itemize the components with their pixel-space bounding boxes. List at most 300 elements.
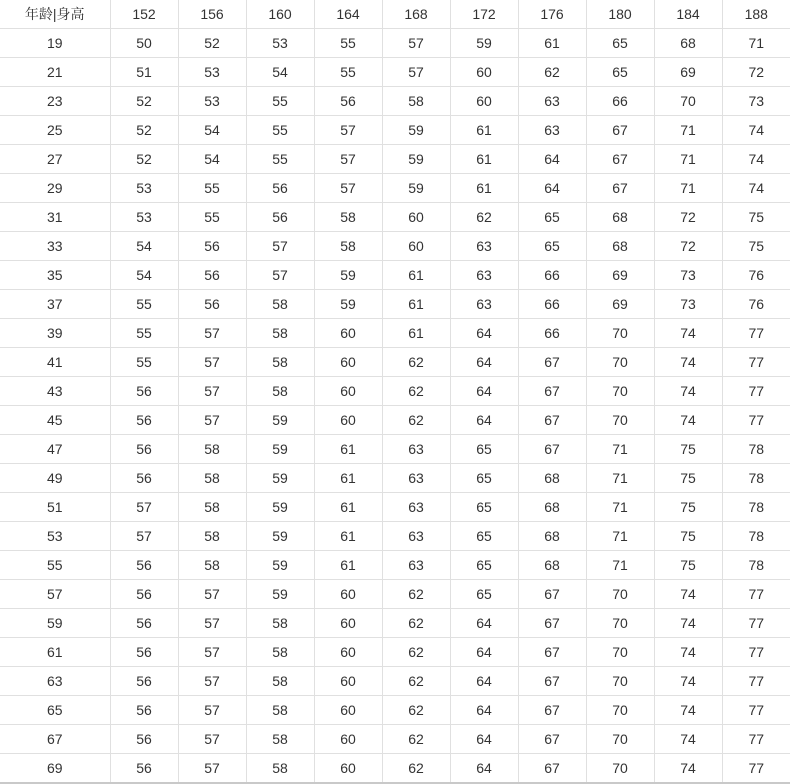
weight-value-cell: 61 xyxy=(450,116,518,145)
weight-value-cell: 52 xyxy=(110,87,178,116)
weight-value-cell: 68 xyxy=(518,464,586,493)
weight-value-cell: 62 xyxy=(450,203,518,232)
weight-value-cell: 68 xyxy=(518,522,586,551)
weight-value-cell: 70 xyxy=(586,319,654,348)
weight-value-cell: 77 xyxy=(722,348,790,377)
weight-value-cell: 64 xyxy=(450,319,518,348)
weight-value-cell: 70 xyxy=(586,725,654,754)
row-age-cell: 29 xyxy=(0,174,110,203)
weight-value-cell: 73 xyxy=(654,261,722,290)
weight-value-cell: 71 xyxy=(586,435,654,464)
weight-value-cell: 62 xyxy=(382,377,450,406)
weight-value-cell: 74 xyxy=(654,580,722,609)
weight-value-cell: 58 xyxy=(382,87,450,116)
weight-value-cell: 61 xyxy=(382,290,450,319)
weight-value-cell: 64 xyxy=(450,667,518,696)
weight-value-cell: 57 xyxy=(178,580,246,609)
weight-value-cell: 74 xyxy=(722,145,790,174)
weight-value-cell: 55 xyxy=(314,58,382,87)
weight-value-cell: 64 xyxy=(450,638,518,667)
weight-value-cell: 59 xyxy=(382,174,450,203)
weight-value-cell: 59 xyxy=(246,580,314,609)
weight-value-cell: 64 xyxy=(450,348,518,377)
weight-value-cell: 56 xyxy=(110,435,178,464)
weight-value-cell: 68 xyxy=(518,493,586,522)
weight-value-cell: 65 xyxy=(586,29,654,58)
weight-value-cell: 63 xyxy=(518,87,586,116)
weight-value-cell: 75 xyxy=(722,232,790,261)
weight-value-cell: 75 xyxy=(654,551,722,580)
table-row xyxy=(0,551,790,580)
weight-value-cell: 67 xyxy=(518,580,586,609)
row-age-cell: 41 xyxy=(0,348,110,377)
row-age-cell: 19 xyxy=(0,29,110,58)
weight-value-cell: 67 xyxy=(518,348,586,377)
weight-value-cell: 54 xyxy=(178,145,246,174)
weight-value-cell: 59 xyxy=(450,29,518,58)
weight-value-cell: 67 xyxy=(518,696,586,725)
weight-value-cell: 75 xyxy=(654,522,722,551)
row-age-cell: 45 xyxy=(0,406,110,435)
weight-value-cell: 58 xyxy=(246,725,314,754)
weight-value-cell: 58 xyxy=(178,551,246,580)
weight-value-cell: 62 xyxy=(382,696,450,725)
weight-value-cell: 78 xyxy=(722,551,790,580)
weight-value-cell: 55 xyxy=(110,319,178,348)
weight-value-cell: 53 xyxy=(178,58,246,87)
weight-value-cell: 63 xyxy=(382,464,450,493)
weight-value-cell: 61 xyxy=(314,551,382,580)
weight-value-cell: 78 xyxy=(722,435,790,464)
weight-value-cell: 63 xyxy=(382,493,450,522)
row-age-cell: 55 xyxy=(0,551,110,580)
weight-value-cell: 77 xyxy=(722,319,790,348)
weight-value-cell: 51 xyxy=(110,58,178,87)
weight-value-cell: 60 xyxy=(382,232,450,261)
weight-value-cell: 67 xyxy=(518,435,586,464)
weight-value-cell: 58 xyxy=(178,464,246,493)
weight-value-cell: 74 xyxy=(722,116,790,145)
weight-value-cell: 74 xyxy=(654,609,722,638)
weight-value-cell: 59 xyxy=(246,464,314,493)
row-age-cell: 67 xyxy=(0,725,110,754)
weight-value-cell: 56 xyxy=(110,667,178,696)
row-age-cell: 61 xyxy=(0,638,110,667)
weight-value-cell: 57 xyxy=(382,29,450,58)
weight-value-cell: 57 xyxy=(110,522,178,551)
table-row xyxy=(0,406,790,435)
weight-value-cell: 59 xyxy=(246,435,314,464)
weight-value-cell: 77 xyxy=(722,406,790,435)
weight-value-cell: 65 xyxy=(518,203,586,232)
weight-value-cell: 67 xyxy=(518,609,586,638)
weight-value-cell: 58 xyxy=(246,377,314,406)
weight-value-cell: 77 xyxy=(722,580,790,609)
weight-value-cell: 57 xyxy=(246,232,314,261)
row-age-cell: 37 xyxy=(0,290,110,319)
weight-value-cell: 58 xyxy=(246,667,314,696)
weight-value-cell: 56 xyxy=(178,232,246,261)
weight-value-cell: 58 xyxy=(178,493,246,522)
weight-value-cell: 67 xyxy=(518,406,586,435)
weight-value-cell: 61 xyxy=(314,522,382,551)
weight-value-cell: 71 xyxy=(722,29,790,58)
weight-value-cell: 64 xyxy=(450,696,518,725)
table-row xyxy=(0,464,790,493)
weight-value-cell: 53 xyxy=(178,87,246,116)
weight-value-cell: 56 xyxy=(110,377,178,406)
weight-value-cell: 61 xyxy=(382,319,450,348)
table-row xyxy=(0,435,790,464)
row-age-cell: 31 xyxy=(0,203,110,232)
weight-value-cell: 66 xyxy=(518,261,586,290)
weight-value-cell: 60 xyxy=(314,580,382,609)
weight-value-cell: 77 xyxy=(722,377,790,406)
weight-value-cell: 64 xyxy=(450,406,518,435)
weight-value-cell: 73 xyxy=(654,290,722,319)
weight-value-cell: 74 xyxy=(654,725,722,754)
table-row xyxy=(0,261,790,290)
weight-value-cell: 65 xyxy=(450,522,518,551)
weight-value-cell: 70 xyxy=(586,667,654,696)
weight-value-cell: 57 xyxy=(178,319,246,348)
weight-value-cell: 70 xyxy=(586,580,654,609)
weight-value-cell: 59 xyxy=(314,261,382,290)
weight-value-cell: 57 xyxy=(110,493,178,522)
weight-value-cell: 60 xyxy=(382,203,450,232)
weight-value-cell: 60 xyxy=(314,725,382,754)
weight-value-cell: 53 xyxy=(110,203,178,232)
weight-value-cell: 71 xyxy=(586,551,654,580)
row-age-cell: 57 xyxy=(0,580,110,609)
weight-value-cell: 64 xyxy=(450,725,518,754)
weight-value-cell: 76 xyxy=(722,261,790,290)
weight-value-cell: 77 xyxy=(722,638,790,667)
table-row xyxy=(0,522,790,551)
weight-value-cell: 60 xyxy=(314,638,382,667)
weight-value-cell: 67 xyxy=(518,667,586,696)
weight-value-cell: 59 xyxy=(314,290,382,319)
weight-value-cell: 56 xyxy=(178,290,246,319)
weight-value-cell: 74 xyxy=(654,319,722,348)
column-header-cell: 168 xyxy=(382,0,450,29)
weight-value-cell: 60 xyxy=(314,319,382,348)
weight-value-cell: 65 xyxy=(450,551,518,580)
weight-value-cell: 56 xyxy=(110,580,178,609)
weight-value-cell: 73 xyxy=(722,87,790,116)
weight-value-cell: 64 xyxy=(518,145,586,174)
column-header-cell: 176 xyxy=(518,0,586,29)
weight-value-cell: 56 xyxy=(110,638,178,667)
weight-value-cell: 74 xyxy=(722,174,790,203)
weight-value-cell: 62 xyxy=(382,667,450,696)
weight-value-cell: 75 xyxy=(654,435,722,464)
weight-value-cell: 63 xyxy=(518,116,586,145)
weight-value-cell: 58 xyxy=(246,696,314,725)
weight-value-cell: 70 xyxy=(586,377,654,406)
weight-value-cell: 74 xyxy=(654,348,722,377)
weight-value-cell: 74 xyxy=(654,754,722,783)
weight-value-cell: 59 xyxy=(382,145,450,174)
weight-value-cell: 68 xyxy=(654,29,722,58)
weight-value-cell: 63 xyxy=(450,290,518,319)
weight-value-cell: 70 xyxy=(586,406,654,435)
row-age-cell: 69 xyxy=(0,754,110,783)
weight-value-cell: 70 xyxy=(586,696,654,725)
weight-value-cell: 56 xyxy=(110,696,178,725)
weight-value-cell: 59 xyxy=(246,522,314,551)
column-header-cell: 188 xyxy=(722,0,790,29)
weight-value-cell: 54 xyxy=(178,116,246,145)
column-header-cell: 164 xyxy=(314,0,382,29)
weight-value-cell: 70 xyxy=(586,638,654,667)
weight-value-cell: 60 xyxy=(450,58,518,87)
weight-value-cell: 60 xyxy=(314,406,382,435)
weight-value-cell: 62 xyxy=(382,580,450,609)
table-row xyxy=(0,290,790,319)
table-header xyxy=(0,0,790,29)
weight-value-cell: 62 xyxy=(382,754,450,783)
weight-value-cell: 64 xyxy=(450,609,518,638)
header-row xyxy=(0,0,790,29)
weight-value-cell: 60 xyxy=(314,348,382,377)
weight-value-cell: 57 xyxy=(178,406,246,435)
table-row xyxy=(0,638,790,667)
weight-value-cell: 61 xyxy=(450,174,518,203)
weight-value-cell: 78 xyxy=(722,522,790,551)
weight-value-cell: 58 xyxy=(246,319,314,348)
weight-value-cell: 55 xyxy=(246,145,314,174)
column-header-cell: 160 xyxy=(246,0,314,29)
weight-value-cell: 55 xyxy=(178,203,246,232)
weight-value-cell: 77 xyxy=(722,754,790,783)
table-row xyxy=(0,29,790,58)
weight-value-cell: 61 xyxy=(518,29,586,58)
weight-value-cell: 65 xyxy=(450,580,518,609)
weight-value-cell: 57 xyxy=(178,377,246,406)
weight-value-cell: 63 xyxy=(450,261,518,290)
row-age-cell: 35 xyxy=(0,261,110,290)
weight-value-cell: 77 xyxy=(722,725,790,754)
weight-value-cell: 74 xyxy=(654,638,722,667)
weight-value-cell: 57 xyxy=(382,58,450,87)
weight-value-cell: 55 xyxy=(314,29,382,58)
table-row xyxy=(0,754,790,783)
weight-value-cell: 71 xyxy=(654,116,722,145)
column-header-cell: 172 xyxy=(450,0,518,29)
weight-value-cell: 58 xyxy=(314,203,382,232)
weight-value-cell: 60 xyxy=(314,667,382,696)
weight-value-cell: 58 xyxy=(246,609,314,638)
weight-value-cell: 65 xyxy=(450,464,518,493)
weight-value-cell: 56 xyxy=(110,406,178,435)
weight-value-cell: 72 xyxy=(654,232,722,261)
weight-value-cell: 57 xyxy=(178,348,246,377)
table-row xyxy=(0,609,790,638)
weight-value-cell: 55 xyxy=(110,290,178,319)
row-age-cell: 25 xyxy=(0,116,110,145)
weight-value-cell: 60 xyxy=(314,754,382,783)
weight-value-cell: 60 xyxy=(314,609,382,638)
table-row xyxy=(0,58,790,87)
row-age-cell: 47 xyxy=(0,435,110,464)
weight-value-cell: 74 xyxy=(654,667,722,696)
weight-value-cell: 62 xyxy=(382,638,450,667)
table-row xyxy=(0,580,790,609)
weight-value-cell: 56 xyxy=(110,754,178,783)
weight-value-cell: 58 xyxy=(246,754,314,783)
weight-value-cell: 53 xyxy=(246,29,314,58)
weight-value-cell: 63 xyxy=(382,551,450,580)
weight-value-cell: 67 xyxy=(518,638,586,667)
weight-value-cell: 56 xyxy=(314,87,382,116)
weight-value-cell: 76 xyxy=(722,290,790,319)
weight-value-cell: 57 xyxy=(178,638,246,667)
weight-value-cell: 57 xyxy=(178,609,246,638)
weight-value-cell: 57 xyxy=(314,174,382,203)
table-row xyxy=(0,145,790,174)
weight-value-cell: 69 xyxy=(586,290,654,319)
weight-value-cell: 74 xyxy=(654,696,722,725)
weight-value-cell: 70 xyxy=(586,348,654,377)
weight-value-cell: 62 xyxy=(382,725,450,754)
weight-value-cell: 64 xyxy=(450,377,518,406)
weight-value-cell: 61 xyxy=(314,435,382,464)
weight-value-cell: 58 xyxy=(314,232,382,261)
column-header-cell: 184 xyxy=(654,0,722,29)
table-row xyxy=(0,174,790,203)
weight-value-cell: 67 xyxy=(518,725,586,754)
column-header-cell: 152 xyxy=(110,0,178,29)
weight-value-cell: 62 xyxy=(518,58,586,87)
weight-value-cell: 62 xyxy=(382,348,450,377)
table-row xyxy=(0,87,790,116)
weight-value-cell: 65 xyxy=(518,232,586,261)
weight-value-cell: 61 xyxy=(314,493,382,522)
weight-value-cell: 59 xyxy=(246,406,314,435)
weight-value-cell: 53 xyxy=(110,174,178,203)
table-row xyxy=(0,116,790,145)
table-row xyxy=(0,348,790,377)
weight-value-cell: 58 xyxy=(178,522,246,551)
table-body xyxy=(0,29,790,783)
row-age-cell: 33 xyxy=(0,232,110,261)
weight-value-cell: 72 xyxy=(654,203,722,232)
table-row xyxy=(0,493,790,522)
weight-value-cell: 58 xyxy=(178,435,246,464)
weight-value-cell: 56 xyxy=(110,464,178,493)
weight-value-cell: 60 xyxy=(450,87,518,116)
weight-value-cell: 64 xyxy=(450,754,518,783)
table-row xyxy=(0,203,790,232)
weight-value-cell: 75 xyxy=(654,464,722,493)
weight-value-cell: 63 xyxy=(450,232,518,261)
weight-value-cell: 56 xyxy=(246,174,314,203)
weight-value-cell: 63 xyxy=(382,522,450,551)
weight-value-cell: 65 xyxy=(450,435,518,464)
weight-value-cell: 56 xyxy=(110,609,178,638)
weight-value-cell: 75 xyxy=(722,203,790,232)
weight-value-cell: 60 xyxy=(314,696,382,725)
weight-value-cell: 77 xyxy=(722,609,790,638)
weight-value-cell: 59 xyxy=(246,551,314,580)
weight-value-cell: 65 xyxy=(450,493,518,522)
table-row xyxy=(0,667,790,696)
weight-value-cell: 58 xyxy=(246,348,314,377)
weight-value-cell: 52 xyxy=(110,145,178,174)
weight-value-cell: 67 xyxy=(518,754,586,783)
weight-value-cell: 70 xyxy=(586,609,654,638)
weight-value-cell: 71 xyxy=(586,464,654,493)
weight-value-cell: 72 xyxy=(722,58,790,87)
weight-value-cell: 56 xyxy=(110,725,178,754)
weight-value-cell: 64 xyxy=(518,174,586,203)
row-age-cell: 63 xyxy=(0,667,110,696)
table-row xyxy=(0,232,790,261)
weight-value-cell: 57 xyxy=(178,754,246,783)
weight-value-cell: 70 xyxy=(654,87,722,116)
weight-value-cell: 62 xyxy=(382,609,450,638)
weight-value-cell: 59 xyxy=(246,493,314,522)
weight-value-cell: 74 xyxy=(654,406,722,435)
weight-value-cell: 66 xyxy=(586,87,654,116)
row-age-cell: 51 xyxy=(0,493,110,522)
row-age-cell: 27 xyxy=(0,145,110,174)
weight-value-cell: 57 xyxy=(246,261,314,290)
weight-value-cell: 67 xyxy=(586,174,654,203)
weight-value-cell: 58 xyxy=(246,638,314,667)
weight-value-cell: 55 xyxy=(246,116,314,145)
row-age-cell: 23 xyxy=(0,87,110,116)
table-row xyxy=(0,696,790,725)
weight-value-cell: 71 xyxy=(654,145,722,174)
table-row xyxy=(0,725,790,754)
weight-value-cell: 68 xyxy=(518,551,586,580)
weight-value-cell: 77 xyxy=(722,667,790,696)
weight-value-cell: 68 xyxy=(586,203,654,232)
weight-value-cell: 58 xyxy=(246,290,314,319)
weight-value-cell: 60 xyxy=(314,377,382,406)
table-row xyxy=(0,319,790,348)
weight-value-cell: 57 xyxy=(314,145,382,174)
weight-value-cell: 63 xyxy=(382,435,450,464)
weight-value-cell: 74 xyxy=(654,377,722,406)
weight-value-cell: 59 xyxy=(382,116,450,145)
weight-value-cell: 66 xyxy=(518,319,586,348)
weight-value-cell: 69 xyxy=(586,261,654,290)
table-row xyxy=(0,377,790,406)
row-age-cell: 43 xyxy=(0,377,110,406)
weight-value-cell: 56 xyxy=(246,203,314,232)
weight-value-cell: 57 xyxy=(314,116,382,145)
weight-value-cell: 66 xyxy=(518,290,586,319)
weight-value-cell: 57 xyxy=(178,696,246,725)
weight-value-cell: 71 xyxy=(654,174,722,203)
weight-value-cell: 57 xyxy=(178,667,246,696)
weight-value-cell: 50 xyxy=(110,29,178,58)
weight-value-cell: 68 xyxy=(586,232,654,261)
weight-value-cell: 67 xyxy=(518,377,586,406)
weight-value-cell: 52 xyxy=(110,116,178,145)
weight-value-cell: 78 xyxy=(722,464,790,493)
weight-value-cell: 67 xyxy=(586,116,654,145)
weight-value-cell: 61 xyxy=(450,145,518,174)
weight-value-cell: 61 xyxy=(382,261,450,290)
weight-value-cell: 71 xyxy=(586,522,654,551)
corner-header-cell: 年龄|身高 xyxy=(0,0,110,29)
weight-value-cell: 56 xyxy=(178,261,246,290)
weight-value-cell: 62 xyxy=(382,406,450,435)
